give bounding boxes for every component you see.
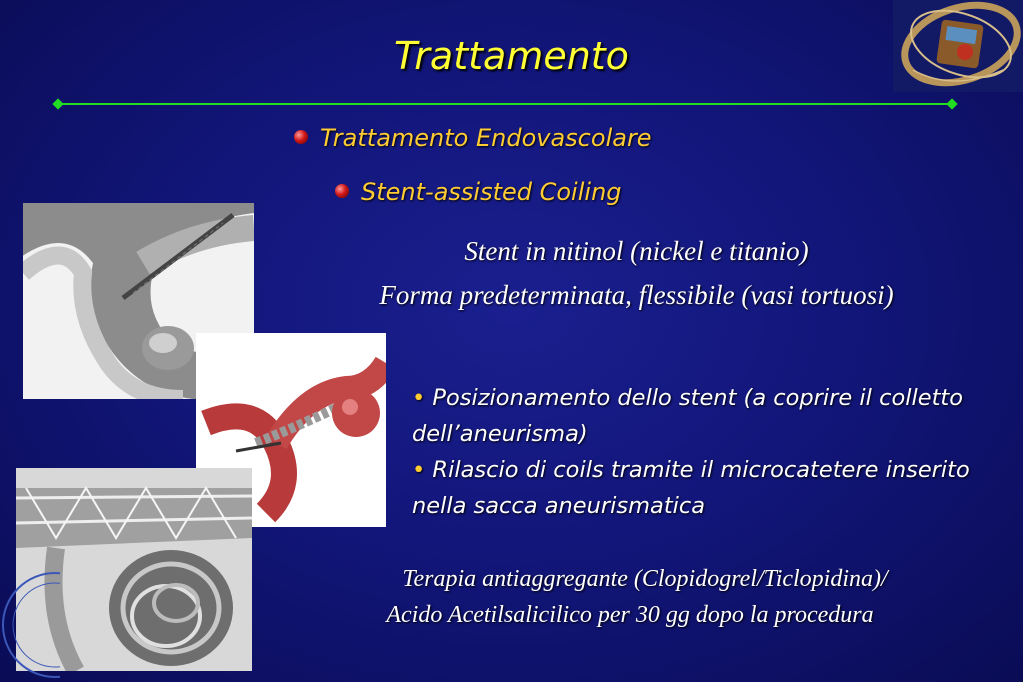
heading-stent-coiling [335,178,622,206]
slide-title: Trattamento [394,34,629,78]
therapy-line-2: Acido Acetilsalicilico per 30 gg dopo la procedura [386,602,874,628]
heading-endovascular-label: Trattamento Endovascolare [320,124,652,152]
heading-endovascular [294,124,652,152]
title-divider [58,103,952,105]
list-item [412,380,1012,452]
university-logo [893,0,1023,92]
university-logo-icon [893,0,1023,92]
bullet-sphere-icon [335,184,349,198]
corner-seal-watermark [0,565,60,682]
stent-material-line: Stent in nitinol (nickel e titanio) [464,236,809,266]
bullet-text: Rilascio di coils tramite il microcatetere inserito nella sacca aneurismatica [412,457,970,519]
procedure-bullets [412,380,1012,524]
stent-shape-line: Forma predeterminata, flessibile (vasi tortuosi) [379,280,894,310]
therapy-line-1: Terapia antiaggregante (Clopidogrel/Ticlopidina)/ [402,566,888,592]
bullet-dot: • [412,457,426,483]
bullet-dot: • [412,385,426,411]
list-item [412,452,1012,524]
bullet-text: Posizionamento dello stent (a coprire il colletto dell’aneurisma) [412,385,963,447]
heading-stent-coiling-label: Stent-assisted Coiling [361,178,622,206]
bullet-sphere-icon [294,130,308,144]
